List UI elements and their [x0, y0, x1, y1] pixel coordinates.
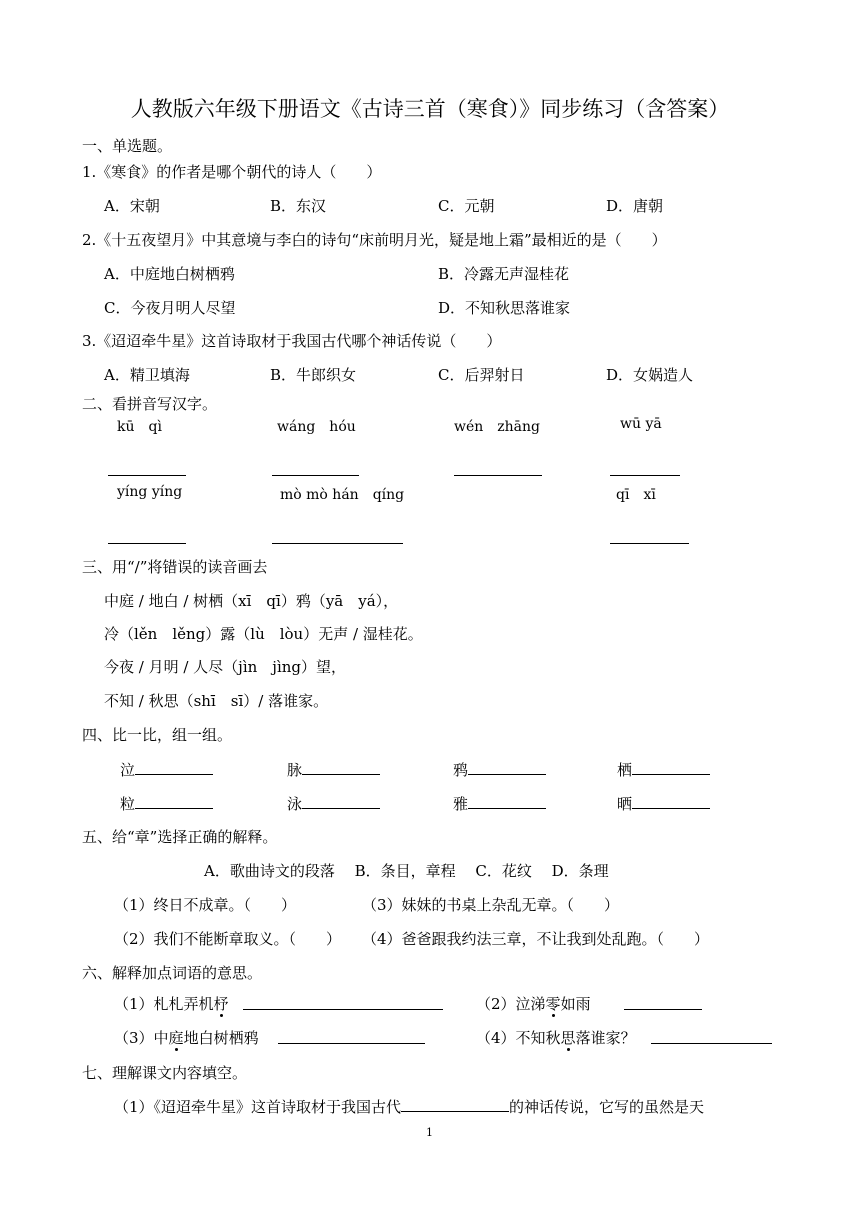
answer-blank[interactable]: [468, 760, 546, 775]
compare-char-3: 鸦: [453, 759, 546, 780]
q3-option-a: A．精卫填海: [104, 366, 190, 384]
q2-option-c: C．今夜月明人尽望: [104, 299, 236, 317]
section-2-heading: 二、看拼音写汉字。: [82, 395, 218, 413]
answer-blank[interactable]: [632, 794, 710, 809]
explain-question-3: （3）中庭地白树栖鸦: [114, 1029, 259, 1047]
q1-option-c: C．元朝: [438, 197, 495, 215]
page-title: 人教版六年级下册语文《古诗三首（寒食）》同步练习（含答案）: [130, 97, 730, 121]
pinyin-5: yíng yíng: [117, 484, 183, 500]
answer-blank[interactable]: [302, 794, 380, 809]
answer-line-7[interactable]: [610, 543, 689, 544]
explain-question-1: （1）札札弄机杼: [114, 995, 229, 1013]
dotted-char: 思: [560, 1029, 576, 1047]
answer-line-2[interactable]: [272, 475, 359, 476]
answer-blank[interactable]: [401, 1097, 509, 1112]
q3-option-c: C．后羿射日: [438, 366, 525, 384]
fill-question-1: （1）《迢迢牵牛星》这首诗取材于我国古代 的神话传说，它写的虽然是天: [114, 1098, 705, 1116]
explain-question-4: （4）不知秋思落谁家？: [476, 1029, 636, 1047]
compare-char-7: 雅: [453, 793, 546, 814]
compare-char-8: 晒: [617, 793, 710, 814]
answer-line-3[interactable]: [454, 475, 542, 476]
question-1: 1.《寒食》的作者是哪个朝代的诗人（ ）: [82, 163, 382, 181]
poem-line-1: 中庭 / 地白 / 树栖（xī qī）鸦（yā yá），: [104, 592, 399, 610]
compare-char-4: 栖: [617, 759, 710, 780]
q2-option-d: D．不知秋思落谁家: [438, 299, 571, 317]
dotted-char: 零: [545, 995, 561, 1013]
zhang-question-1: （1）终日不成章。（ ）: [114, 896, 297, 914]
section-5-heading: 五、给“章”选择正确的解释。: [82, 828, 278, 846]
section-1-heading: 一、单选题。: [82, 137, 173, 155]
dotted-char: 庭: [168, 1029, 184, 1047]
answer-line-5[interactable]: [108, 543, 186, 544]
answer-line-explain-3[interactable]: [278, 1043, 425, 1044]
answer-line-explain-4[interactable]: [651, 1043, 772, 1044]
q1-option-a: A．宋朝: [104, 197, 160, 215]
q1-option-b: B．东汉: [270, 197, 327, 215]
answer-line-1[interactable]: [108, 475, 186, 476]
answer-line-4[interactable]: [610, 475, 680, 476]
answer-blank[interactable]: [468, 794, 546, 809]
answer-line-explain-2[interactable]: [624, 1009, 702, 1010]
poem-line-2: 冷（lěn lěng）露（lù lòu）无声 / 湿桂花。: [104, 625, 423, 643]
pinyin-3: wén zhāng: [454, 419, 541, 435]
question-2: 2.《十五夜望月》中其意境与李白的诗句“床前明月光，疑是地上霜”最相近的是（ ）: [82, 231, 667, 249]
answer-line-explain-1[interactable]: [243, 1009, 443, 1010]
answer-blank[interactable]: [135, 760, 213, 775]
compare-char-2: 脉: [287, 759, 380, 780]
q2-option-a: A．中庭地白树栖鸦: [104, 265, 235, 283]
zhang-options: A．歌曲诗文的段落 B．条目，章程 C．花纹 D．条理: [204, 862, 609, 880]
q3-option-d: D．女娲造人: [606, 366, 694, 384]
dotted-char: 杼: [213, 995, 229, 1013]
zhang-question-4: （4）爸爸跟我约法三章，不让我到处乱跑。（ ）: [362, 930, 710, 948]
zhang-question-3: （3）妹妹的书桌上杂乱无章。（ ）: [362, 896, 620, 914]
poem-line-4: 不知 / 秋思（shī sī）/ 落谁家。: [104, 692, 329, 710]
pinyin-1: kū qì: [117, 419, 162, 435]
poem-line-3: 今夜 / 月明 / 人尽（jìn jìng）望，: [104, 658, 347, 676]
page-number: 1: [426, 1126, 433, 1139]
answer-blank[interactable]: [632, 760, 710, 775]
q1-option-d: D．唐朝: [606, 197, 664, 215]
q3-option-b: B．牛郎织女: [270, 366, 357, 384]
explain-question-2: （2）泣涕零如雨: [476, 995, 591, 1013]
q2-option-b: B．冷露无声湿桂花: [438, 265, 570, 283]
compare-char-5: 粒: [120, 793, 213, 814]
section-7-heading: 七、理解课文内容填空。: [82, 1064, 248, 1082]
answer-blank[interactable]: [135, 794, 213, 809]
section-4-heading: 四、比一比，组一组。: [82, 726, 233, 744]
section-6-heading: 六、解释加点词语的意思。: [82, 964, 263, 982]
compare-char-1: 泣: [120, 759, 213, 780]
pinyin-6: mò mò hán qíng: [280, 487, 405, 503]
pinyin-7: qī xī: [616, 487, 656, 503]
pinyin-4: wū yā: [620, 416, 662, 432]
question-3: 3.《迢迢牵牛星》这首诗取材于我国古代哪个神话传说（ ）: [82, 332, 502, 350]
pinyin-2: wáng hóu: [277, 419, 356, 435]
section-3-heading: 三、用“/”将错误的读音画去: [82, 558, 268, 576]
answer-blank[interactable]: [302, 760, 380, 775]
compare-char-6: 泳: [287, 793, 380, 814]
zhang-question-2: （2）我们不能断章取义。（ ）: [114, 930, 342, 948]
answer-line-6[interactable]: [272, 543, 403, 544]
